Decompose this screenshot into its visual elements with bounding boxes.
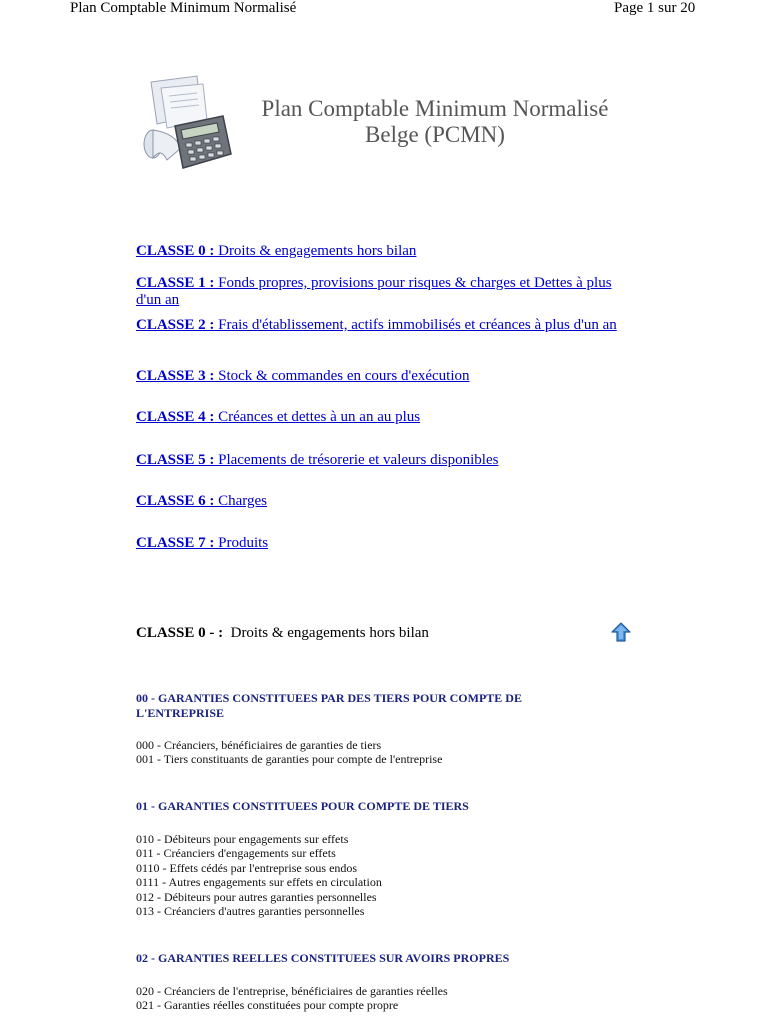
list-item: 0111 - Autres engagements sur effets en circulation [136,875,382,890]
up-arrow-icon[interactable] [610,621,632,643]
list-item: 021 - Garanties réelles constituées pour compte propre [136,998,399,1013]
toc-item-classe-2 [136,317,636,334]
group-title-02: 02 - GARANTIES REELLES CONSTITUEES SUR AVOIRS PROPRES [136,951,510,965]
list-item: 010 - Débiteurs pour engagements sur effets [136,832,349,846]
toc-item-classe-3 [136,368,636,385]
group-entries-01 [136,832,596,918]
list-item: 020 - Créanciers de l'entreprise, bénéficiaires de garanties réelles [136,984,448,998]
document-title-line1: Plan Comptable Minimum Normalisé [261,96,609,121]
list-item: 0110 - Effets cédés par l'entreprise sous endos [136,860,358,875]
section-heading [136,625,429,642]
toc-item-classe-0 [136,243,636,260]
page-header-title: Plan Comptable Minimum Normalisé [70,0,297,16]
list-item: 000 - Créanciers, bénéficiaires de garanties de tiers [136,738,382,752]
toc-link-classe-7[interactable]: CLASSE 7 : Produits [136,535,269,551]
section-heading-prefix: CLASSE 0 - : [136,625,224,641]
toc-item-classe-7 [136,535,636,552]
list-item: 001 - Tiers constituants de garanties pour compte de l'entreprise [136,752,443,767]
group-entries-00 [136,738,596,767]
document-title [250,96,620,148]
toc-link-classe-3[interactable]: CLASSE 3 : Stock & commandes en cours d'exécution [136,368,470,384]
list-item: 012 - Débiteurs pour autres garanties personnelles [136,889,377,904]
toc-link-classe-1[interactable]: CLASSE 1 : Fonds propres, provisions pour risques & charges et Dettes à plus d'un an [136,275,612,308]
toc-link-classe-4[interactable]: CLASSE 4 : Créances et dettes à un an au plus [136,409,421,425]
list-item: 011 - Créanciers d'engagements sur effets [136,846,336,861]
document-title-line2: Belge (PCMN) [365,122,505,147]
toc-link-classe-6[interactable]: CLASSE 6 : Charges [136,493,267,509]
group-title-01: 01 - GARANTIES CONSTITUEES POUR COMPTE DE TIERS [136,799,469,813]
toc-link-classe-5[interactable]: CLASSE 5 : Placements de trésorerie et valeurs disponibles [136,452,499,468]
toc-item-classe-1 [136,275,636,309]
toc-link-classe-2[interactable]: CLASSE 2 : Frais d'établissement, actifs immobilisés et créances à plus d'un an [136,317,617,333]
calculator-logo-icon [137,74,237,174]
toc-item-classe-4 [136,409,636,426]
toc-item-classe-6 [136,493,636,510]
section-heading-text: Droits & engagements hors bilan [230,625,429,641]
group-title-00: 00 - GARANTIES CONSTITUEES PAR DES TIERS POUR COMPTE DE L'ENTREPRISE [136,691,522,720]
page-number: Page 1 sur 20 [614,0,696,16]
toc-item-classe-5 [136,452,636,469]
list-item: 013 - Créanciers d'autres garanties personnelles [136,904,365,919]
group-entries-02 [136,984,596,1013]
toc-link-classe-0[interactable]: CLASSE 0 : Droits & engagements hors bilan [136,243,417,259]
